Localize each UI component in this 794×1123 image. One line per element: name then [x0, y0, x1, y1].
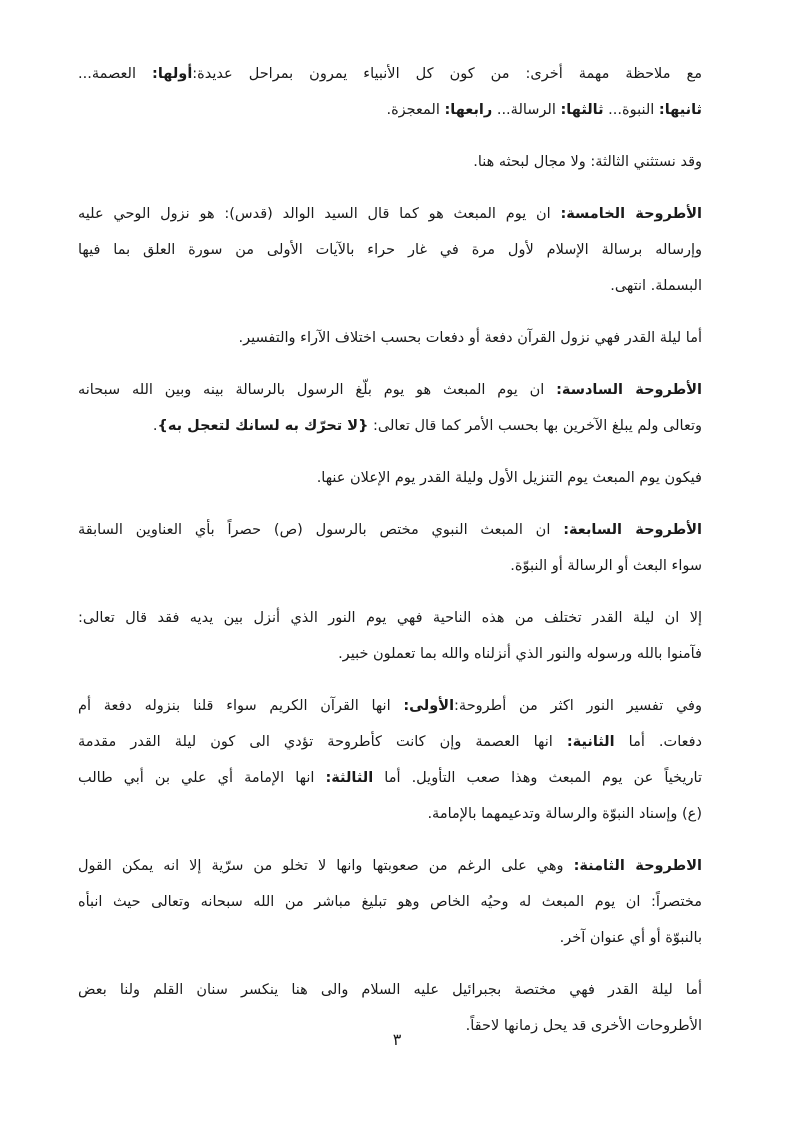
paragraph: [78, 320, 702, 356]
text-run: (ع) وإسناد النبوّة والرسالة وتدعيمهما بالإمامة.: [427, 806, 702, 822]
text-run: ان المبعث النبوي مختص بالرسول (ص) حصراً بأي العناوين السابقة: [78, 522, 564, 538]
paragraph: [78, 372, 702, 444]
bold-text-run: الأطروحة السادسة:: [556, 382, 702, 398]
text-run: تاريخياً عن يوم المبعث وهذا صعب التأويل. أما: [373, 770, 702, 786]
text-run: انها الإمامة أي علي بن أبي طالب: [78, 770, 326, 786]
text-run: البسملة. انتهى.: [610, 278, 702, 294]
bold-text-run: الاطروحة الثامنة:: [573, 858, 702, 874]
text-line: [78, 636, 702, 672]
paragraph: [78, 460, 702, 496]
text-line: [78, 268, 702, 304]
text-run: ان يوم المبعث هو يوم بلّغ الرسول بالرسالة بينه وبين الله سبحانه: [78, 382, 557, 398]
bold-text-run: الثالثة:: [325, 770, 374, 786]
text-run: إلا ان ليلة القدر تختلف من هذه الناحية فهي يوم النور الذي أنزل بين يديه فقد قال تعالى:: [78, 610, 702, 626]
text-line: [78, 760, 702, 796]
text-run: وتعالى ولم يبلغ الآخرين بها بحسب الأمر كما قال تعالى:: [368, 418, 702, 434]
text-run: مع ملاحظة مهمة أخرى: من كون كل الأنبياء يمرون بمراحل عديدة:: [192, 66, 702, 82]
text-run: النبوة...: [603, 102, 659, 118]
text-line: [78, 460, 702, 496]
text-line: [78, 848, 702, 884]
text-line: [78, 408, 702, 444]
text-line: [78, 548, 702, 584]
paragraph: [78, 56, 702, 128]
text-run: انها القرآن الكريم سواء قلنا بنزوله دفعة أم: [78, 698, 404, 714]
text-run: فآمنوا بالله ورسوله والنور الذي أنزلناه والله بما تعملون خبير.: [338, 646, 702, 662]
text-run: فيكون يوم المبعث يوم التنزيل الأول وليلة القدر يوم الإعلان عنها.: [316, 470, 702, 486]
bold-text-run: الأطروحة الخامسة:: [560, 206, 702, 222]
text-run: .: [152, 418, 158, 434]
text-run: مختصراً: ان يوم المبعث له وحيُه الخاص وهو تبليغ مباشر من الله سبحانه وتعالى حيث انبأه: [78, 894, 702, 910]
bold-text-run: الأولى:: [403, 698, 455, 714]
text-line: [78, 512, 702, 548]
text-run: وإرساله برسالة الإسلام لأول مرة في غار حراء بالآيات الأولى من سورة العلق بما فيها: [78, 242, 702, 258]
paragraph: [78, 196, 702, 304]
text-run: بالنبوّة أو أي عنوان آخر.: [559, 930, 702, 946]
text-run: وفي تفسير النور اكثر من أطروحة:: [454, 698, 702, 714]
bold-text-run: ثالثها:: [560, 102, 604, 118]
text-line: [78, 56, 702, 92]
text-line: [78, 920, 702, 956]
bold-text-run: {لا تحرّك به لسانك لتعجل به}: [157, 418, 369, 434]
paragraph: [78, 144, 702, 180]
page-number: ٣: [392, 1030, 402, 1049]
text-line: [78, 196, 702, 232]
text-line: [78, 92, 702, 128]
text-run: الرسالة...: [492, 102, 561, 118]
text-run: الأطروحات الأخرى قد يحل زمانها لاحقاً.: [465, 1018, 702, 1034]
text-run: العصمة...: [78, 66, 153, 82]
text-line: [78, 372, 702, 408]
text-run: سواء البعث أو الرسالة أو النبوّة.: [510, 558, 702, 574]
text-line: [78, 600, 702, 636]
text-run: وهي على الرغم من صعوبتها وانها لا تخلو من سرّية إلا انه يمكن القول: [78, 858, 574, 874]
bold-text-run: الثانية:: [566, 734, 615, 750]
text-line: [78, 884, 702, 920]
paragraph: [78, 688, 702, 832]
text-run: ان يوم المبعث هو كما قال السيد الوالد (قدس): هو نزول الوحي عليه: [78, 206, 561, 222]
text-run: المعجزة.: [386, 102, 445, 118]
text-run: أما ليلة القدر فهي مختصة بجبرائيل عليه السلام والى هنا ينكسر سنان القلم ولنا بعض: [78, 982, 702, 998]
bold-text-run: رابعها:: [444, 102, 493, 118]
paragraph: [78, 600, 702, 672]
text-line: [78, 144, 702, 180]
text-line: [78, 796, 702, 832]
text-line: [78, 232, 702, 268]
text-run: وقد نستثني الثالثة: ولا مجال لبحثه هنا.: [473, 154, 702, 170]
text-run: دفعات. أما: [614, 734, 702, 750]
bold-text-run: ثانيها:: [658, 102, 702, 118]
paragraph: [78, 512, 702, 584]
paragraph: [78, 848, 702, 956]
bold-text-run: أولها:: [152, 66, 193, 82]
text-line: [78, 320, 702, 356]
text-line: [78, 972, 702, 1008]
text-run: أما ليلة القدر فهي نزول القرآن دفعة أو دفعات بحسب اختلاف الآراء والتفسير.: [238, 330, 702, 346]
text-line: [78, 688, 702, 724]
text-run: انها العصمة وإن كانت كأطروحة تؤدي الى كون ليلة القدر مقدمة: [78, 734, 567, 750]
text-line: [78, 724, 702, 760]
bold-text-run: الأطروحة السابعة:: [563, 522, 702, 538]
